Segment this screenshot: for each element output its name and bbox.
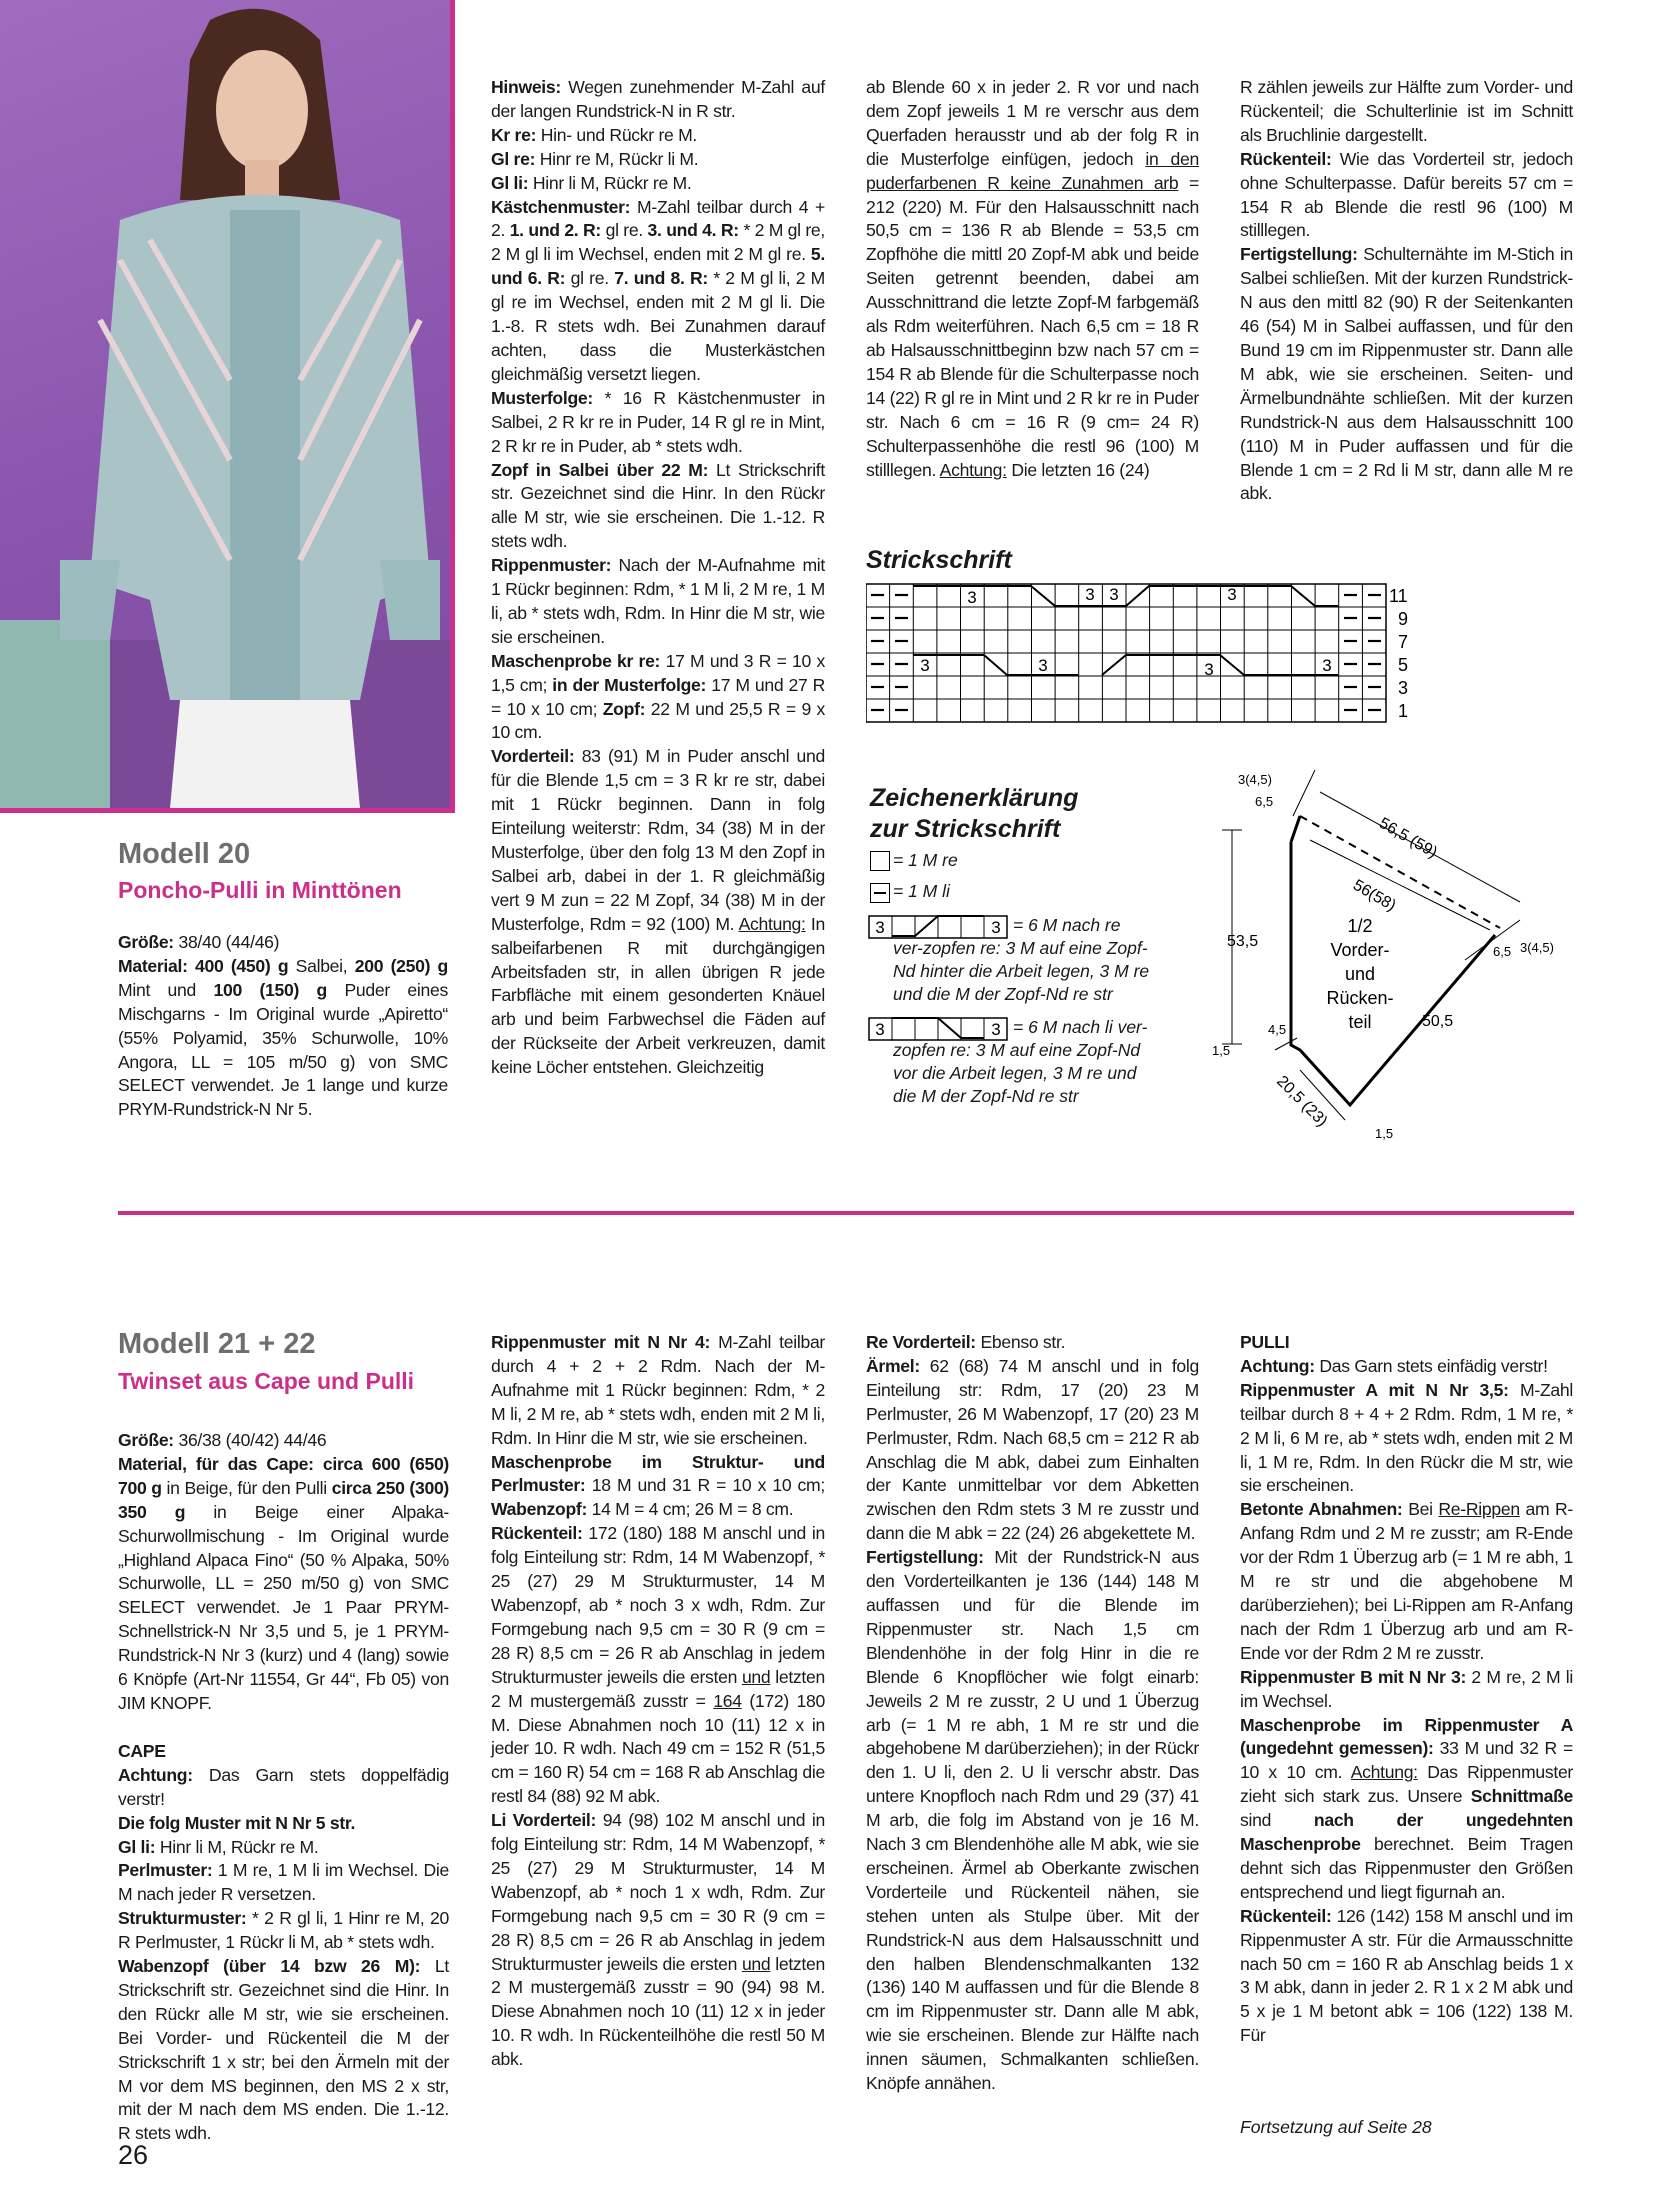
- material-color-1: Salbei,: [288, 955, 355, 976]
- legend-l3c: Nd hinter die Arbeit legen, 3 M re: [893, 961, 1150, 981]
- material21-1: in Beige, für den Pulli: [161, 1477, 332, 1498]
- vorder-label: Vorderteil:: [491, 746, 575, 767]
- material-color-2: Mint und: [118, 979, 214, 1000]
- column-2: [491, 76, 825, 1080]
- mp6-label: Maschenprobe im Struktur- und Perlmuster:: [491, 1451, 825, 1496]
- col3-t4: Achtung:: [939, 459, 1007, 480]
- dim-label: 56,5 (59): [1376, 814, 1440, 862]
- cape-glli: Hinr li M, Rückr re M.: [155, 1836, 319, 1857]
- kaest-9: * 2 M gl li, 2 M gl re im Wechsel, enden mit 2 M gl li. Die 1.-8. R stets wdh. Bei Zunahmen darauf achten, dass die Musterkästchen gleichmäßig versetzt liegen.: [491, 268, 825, 384]
- zopf-text: Lt Strickschrift str. Gezeichnet sind die Hinr. In den Rückr alle M str, wie sie erscheinen. Die 1.-12. R stets wdh.: [491, 459, 825, 552]
- ba-1: Bei: [1402, 1499, 1439, 1520]
- fertig-text: Schulternähte im M-Stich in Salbei schließen. Mit der kurzen Rundstrick-N aus den mittl 82 (90) R der Seitenkanten 46 (54) M in Salbei auffassen, und für den Bund 19 cm im Rippenmuster str. Dann alle M abk, wie sie erscheinen. Seiten- und Ärmelbundnähte schließen. Mit der kurzen Rundstrick-N aus dem Halsausschnitt 100 (110) M in Puder auffassen und für die Blende 1 cm = 2 Rd li M str, dann alle M re abk.: [1240, 244, 1573, 504]
- cape-heading: CAPE: [118, 1740, 166, 1761]
- column-7: [866, 1331, 1199, 2096]
- fertig-label: Fertigstellung:: [1240, 244, 1358, 265]
- rippen-text: Nach der M-Aufnahme mit 1 Rückr beginnen: Rdm, * 1 M li, 2 M re, 1 M li, ab * stets wdh, Rdm. In Hinr die M str, wie sie erscheinen.: [491, 555, 825, 647]
- col3-t2: in den puderfarbenen R keine Zunahmen arb: [866, 148, 1199, 193]
- ba-label: Betonte Abnahmen:: [1240, 1499, 1403, 1520]
- rip-text: M-Zahl teilbar durch 4 + 2 + 2 Rdm. Nach der M-Aufnahme mit 1 Rückr beginnen: Rdm, * 2 M li, 2 M re, ab * stets wdh, enden mit 2 M li, Rdm. In Hinr die M str, wie sie erscheinen.: [491, 1332, 825, 1448]
- mp8-7: berechnet. Beim Tragen dehnt sich das Rippenmuster den Größen entsprechend und liegt figurnah an.: [1240, 1834, 1573, 1902]
- legend-cable-left: [1013, 1016, 1147, 1039]
- probe-2: in der Musterfolge:: [552, 674, 707, 695]
- legend-num: 3: [991, 918, 1001, 937]
- vorder-2: Achtung:: [738, 913, 806, 934]
- dim-label: und: [1344, 964, 1376, 984]
- strickschrift-title: Strickschrift: [866, 546, 1012, 574]
- col3-t5: Die letzten 16 (24): [1006, 459, 1150, 480]
- ba-2: Re-Rippen: [1438, 1499, 1520, 1520]
- legend-cable-right: [1013, 914, 1121, 937]
- row-label: 9: [1398, 609, 1409, 629]
- kaest-7: gl re.: [565, 268, 615, 289]
- legend-knit: = 1 M re: [893, 850, 958, 870]
- struk-label: Strukturmuster:: [118, 1908, 247, 1929]
- cape-glli-label: Gl li:: [118, 1836, 156, 1857]
- probe-1: 17 M und 3 R = 10 x 1,5 cm;: [491, 650, 825, 695]
- mp8-1: 33 M und 32 R = 10 x 10 cm.: [1240, 1738, 1573, 1783]
- column-5: [118, 1429, 449, 2146]
- dim-label: 6,5: [1255, 794, 1274, 809]
- column-4: [1240, 76, 1573, 506]
- kaest-1: M-Zahl teilbar durch 4 + 2.: [491, 196, 825, 241]
- zopf-label: Zopf in Salbei über 22 M:: [491, 459, 709, 480]
- col3-t3: = 212 (220) M. Für den Halsausschnitt nach 50,5 cm = 136 R ab Blende = 53,5 cm Zopfhöhe die mittl 20 Zopf-M abk und beide Seiten getrennt beenden, dabei am Ausschnittrand die letzte Zopf-M farbgemäß als Rdm weiterführen. Nach 6,5 cm = 18 R ab Halsausschnittbeginn bzw nach 57 cm = 154 R ab Blende für die Schulterpasse noch 14 (22) R gl re in Mint und 2 R kr re in Puder str. Nach 6 cm = 16 R (9 cm= 24 R) Schulterpassenhöhe die restl 96 (100) M stilllegen.: [866, 172, 1199, 480]
- vorder-1: 83 (91) M in Puder anschl und für die Blende 1,5 cm = 3 R kr re str, dabei mit 1 Rückr beginnen. Dann in folg Einteilung weiterstr: Rdm, 34 (38) M in der Musterfolge, über den folg 13 M den Zopf in Salbei arb, dabei in der 1. R gleichmäßig vert 9 M zun = 22 M Zopf, 34 (38) M in der Musterfolge, Rdm = 92 (100) M.: [491, 746, 825, 934]
- legend-num: 3: [875, 1020, 885, 1039]
- mp6-2: Wabenzopf:: [491, 1499, 588, 1520]
- wab-text: Lt Strickschrift str. Gezeichnet sind die Hinr. In den Rückr alle M str, wie sie erscheinen. Bei Vorder- und Rückenteil die M der Strickschrift 1 x str; bei den Ärmeln mit der M vor dem MS beginnen, den MS 2 x str, mit der M nach dem MS enden. Die 1.-12. R stets wdh.: [118, 1956, 449, 2144]
- legend-l4c: vor die Arbeit legen, 3 M re und: [893, 1063, 1137, 1083]
- probe-5: 22 M und 25,5 R = 9 x 10 cm.: [491, 698, 825, 743]
- rv-label: Re Vorderteil:: [866, 1332, 976, 1352]
- modell20-info: [118, 931, 448, 1122]
- rip-label: Rippenmuster mit N Nr 4:: [491, 1332, 711, 1352]
- ra-text: M-Zahl teilbar durch 8 + 4 + 2 Rdm. Rdm, 1 M re, * 2 M li, 6 M re, ab * stets wdh, enden mit 2 M li, 1 M re, Rdm. In den Rückr die M str, wie sie erscheinen.: [1240, 1379, 1573, 1496]
- model-photo: [0, 0, 455, 813]
- mp8-3: Das Rippenmuster zieht sich stark zus. Unsere: [1240, 1762, 1573, 1807]
- strickschrift-chart: [866, 578, 1426, 730]
- column-6: [491, 1331, 825, 2072]
- dim-label: 3(4,5): [1238, 772, 1272, 787]
- rb-label: Rippenmuster B mit N Nr 3:: [1240, 1666, 1467, 1687]
- krre-text: Hin- und Rückr re M.: [536, 124, 698, 145]
- probe-3: 17 M und 27 R = 10 x 10 cm;: [491, 674, 825, 719]
- kaest-4: 3. und 4. R:: [647, 220, 739, 241]
- rt6-3: letzten 2 M mustergemäß zusstr =: [491, 1666, 825, 1711]
- legend-cable-left-symbol: [868, 1012, 1008, 1042]
- material21-2: circa 250 (300) 350 g: [118, 1477, 449, 1522]
- pulli-achtung-label: Achtung:: [1240, 1355, 1315, 1376]
- vorder-3: In salbeifarbenen R mit durchgängigen Arbeitsfaden str, in allen übrigen R jede Farbfläche mit einem gesonderten Knäuel arb und beim Farbwechsel die Fäden auf der Rückseite der Arbeit verkreuzen, damit keine Löcher entstehen. Gleichzeitig: [491, 913, 825, 1078]
- legend-title-2: zur Strickschrift: [870, 815, 1061, 843]
- pulli-achtung: Das Garn stets einfädig verstr!: [1314, 1355, 1548, 1376]
- rt6-1: 172 (180) 188 M anschl und in folg Einteilung str: Rdm, 14 M Wabenzopf, * 25 (27) 29 M Strukturmuster, 14 M Wabenzopf, ab * noch 3 x wdh, Rdm. Zur Formgebung nach 9,5 cm = 30 R (9 cm = 28 R) 8,5 cm = 26 R ab Anschlag in jedem Strukturmuster jeweils die ersten: [491, 1523, 825, 1687]
- hinweis-text: Wegen zunehmender M-Zahl auf der langen Rundstrick-N in R str.: [491, 77, 825, 121]
- legend-title-1: Zeichenerklärung: [870, 784, 1079, 812]
- modell20-subtitle: Poncho-Pulli in Minttönen: [118, 877, 402, 903]
- perl-label: Perlmuster:: [118, 1860, 213, 1881]
- rueckenteil-text: Wie das Vorderteil str, jedoch ohne Schulterpasse. Dafür bereits 57 cm = 154 R ab Blende die restl 96 (100) M stilllegen.: [1240, 148, 1573, 241]
- material-amount: 400 (450) g: [187, 955, 289, 976]
- legend-cable-left-desc: [893, 1039, 1140, 1108]
- cape-achtung-label: Achtung:: [118, 1764, 193, 1785]
- rippen-label: Rippenmuster:: [491, 555, 612, 576]
- cable-label: 3: [1227, 585, 1237, 604]
- rb-text: 2 M re, 2 M li im Wechsel.: [1240, 1666, 1573, 1711]
- lv-2: und: [741, 1953, 771, 1974]
- page-number: 26: [118, 2140, 149, 2170]
- section-divider: [118, 1211, 1574, 1215]
- cable-label: 3: [1322, 656, 1332, 675]
- cable-label: 3: [1204, 660, 1214, 679]
- legend-purl: = 1 M li: [893, 881, 950, 901]
- aermel-text: 62 (68) 74 M anschl und in folg Einteilung str: Rdm, 17 (20) 23 M Perlmuster, 26 M Wabenzopf, 17 (20) 23 M Perlmuster, Rdm. Nach 68,5 cm = 212 R ab Anschlag die M abk, dabei zum Einhalten der Kante unmittelbar vor dem Abketten zwischen den Rdm stets 3 M re zusstr und dann die M abk = 22 (24) 26 abgekettete M.: [866, 1355, 1199, 1544]
- dim-label: 3(4,5): [1520, 940, 1554, 955]
- dim-label: 53,5: [1227, 933, 1259, 950]
- struk-text: * 2 R gl li, 1 Hinr re M, 20 R Perlmuster, 1 Rückr li M, ab * stets wdh.: [118, 1908, 449, 1953]
- rt6-label: Rückenteil:: [491, 1523, 583, 1544]
- dim-label: 6,5: [1493, 944, 1512, 959]
- groesse-value: 38/40 (44/46): [173, 932, 280, 952]
- cable-label: 3: [1085, 585, 1095, 604]
- cable-label: 3: [1038, 656, 1048, 675]
- mp8-2: Achtung:: [1350, 1762, 1418, 1783]
- folge-label: Musterfolge:: [491, 387, 593, 408]
- kaest-2: 1. und 2. R:: [509, 220, 601, 241]
- mp8-6: nach der ungedehnten Maschenprobe: [1240, 1810, 1573, 1855]
- probe-4: Zopf:: [602, 698, 646, 719]
- legend-l4a: = 6 M nach li ver-: [1013, 1017, 1148, 1037]
- groesse-label: Größe:: [118, 932, 174, 952]
- material-desc: Puder eines Mischgarns - Im Original wurde „Apiretto“ (55% Polyamid, 35% Schurwolle, 10% Angora, LL = 105 m/50 g) von SMC SELECT verwendet. Je 1 lange und kurze PRYM-Rundstrick-N Nr 5.: [118, 979, 448, 1120]
- lv-label: Li Vorderteil:: [491, 1810, 597, 1831]
- lv-1: 94 (98) 102 M anschl und in folg Einteilung str: Rdm, 14 M Wabenzopf, * 25 (27) 29 M Strukturmuster, 14 M Wabenzopf, ab * noch 1 x wdh, Rdm. Zur Formgebung nach 9,5 cm = 30 R (9 cm = 28 R) 8,5 cm = 26 R ab Anschlag in jedem Strukturmuster jeweils die ersten: [491, 1810, 825, 1974]
- modell21-title: Modell 21 + 22: [118, 1328, 316, 1360]
- dim-label: 1/2: [1347, 916, 1373, 936]
- fs7-label: Fertigstellung:: [866, 1547, 984, 1568]
- material-amount-3: 100 (150) g: [213, 979, 327, 1000]
- column-3: [866, 76, 1199, 482]
- dim-label: Vorder-: [1330, 940, 1390, 960]
- row-label: 5: [1398, 655, 1409, 675]
- schematic-labels: [1212, 772, 1554, 1141]
- fs7-text: Mit der Rundstrick-N aus den Vorderteilkanten je 136 (144) 148 M auffassen und für die Blende im Rippenmuster str. Nach 1,5 cm Blendenhöhe in der folg Hinr in die re Blende 6 Knopflöcher wie folgt einarb: Jeweils 2 M re zusstr, 2 U und 1 Überzug arb (= 1 M re abh, 1 M re str und die abgehobene M darüberziehen); in der Rückr den 1. U li, den 2. U li verschr abstr. Das untere Knopfloch nach Rdm und 29 (37) 41 M arb, die folg im Abstand von je 16 M. Nach 3 cm Blendenhöhe alle M abk, wie sie erscheinen. Ärmel ab Oberkante zwischen Vorderteile und Rückenteil nähen, sie stehen unten als Stulpe über. Mit der Rundstrick-N aus dem Halsausschnitt und den halben Blendenschmalkanten 132 (136) 140 M auffassen und für die Blende 8 cm im Rippenmuster str. Dann alle M abk, wie sie erscheinen. Blende zur Hälfte nach innen säumen, Schmalkanten schließen. Knöpfe annähen.: [866, 1547, 1199, 2094]
- sweater-model-illustration: [0, 0, 450, 808]
- glli-label: Gl li:: [491, 172, 529, 193]
- wab-label: Wabenzopf (über 14 bzw 26 M):: [118, 1956, 421, 1977]
- modell20-title: Modell 20: [118, 838, 251, 870]
- kaest-6: 5. und 6. R:: [491, 244, 825, 289]
- legend-cable-right-symbol: [868, 910, 1008, 940]
- col4-t1: R zählen jeweils zur Hälfte zum Vorder- und Rückenteil; die Schulterlinie ist im Schnitt als Bruchlinie dargestellt.: [1240, 77, 1573, 145]
- legend-cable-right-desc: [893, 937, 1149, 1006]
- legend-l4d: die M der Zopf-Nd re str: [893, 1086, 1079, 1106]
- hinweis-label: Hinweis:: [491, 77, 561, 97]
- col3-t1: ab Blende 60 x in jeder 2. R vor und nach dem Zopf jeweils 1 M re verschr aus dem Querfaden herausstr und ab der folg R in die Musterfolge einfügen, jedoch: [866, 77, 1199, 169]
- kaest-3: gl re.: [600, 220, 648, 241]
- rv-text: Ebenso str.: [975, 1332, 1066, 1352]
- aermel-label: Ärmel:: [866, 1355, 920, 1376]
- mp6-1: 18 M und 31 R = 10 x 10 cm;: [585, 1475, 825, 1496]
- mp8-4: Schnittmaße: [1470, 1786, 1573, 1807]
- mp8-label: Maschenprobe im Rippenmuster A (ungedehnt gemessen):: [1240, 1714, 1573, 1759]
- rt6-5: (172) 180 M. Diese Abnahmen noch 10 (11) 12 x in jeder 10. R wdh. Nach 49 cm = 152 R (51,5 cm = 160 R) 54 cm = 168 R ab Anschlag die restl 84 (88) 92 M abk.: [491, 1690, 825, 1807]
- kaest-5: * 2 M gl re, 2 M gl li im Wechsel, enden mit 2 M gl re.: [491, 220, 826, 265]
- legend-knit-box: [870, 851, 890, 871]
- glre-label: Gl re:: [491, 148, 536, 169]
- folge-text: * 16 R Kästchenmuster in Salbei, 2 R kr re in Puder, 14 R gl re in Mint, 2 R kr re in Puder, ab * stets wdh.: [491, 387, 825, 456]
- rt6-4: 164: [713, 1690, 742, 1711]
- pulli-heading: PULLI: [1240, 1332, 1290, 1352]
- legend-l3b: ver-zopfen re: 3 M auf eine Zopf-: [893, 938, 1148, 958]
- column-8: [1240, 1331, 1573, 2048]
- row-label: 11: [1389, 586, 1408, 606]
- row-label: 1: [1398, 701, 1409, 721]
- legend-l3d: und die M der Zopf-Nd re str: [893, 984, 1113, 1004]
- groesse21-label: Größe:: [118, 1430, 174, 1450]
- dim-label: Rücken-: [1326, 988, 1394, 1008]
- dim-label: 20,5 (23): [1273, 1072, 1331, 1131]
- glre-text: Hinr re M, Rückr li M.: [535, 148, 699, 169]
- lv-3: letzten 2 M mustergemäß zusstr = 90 (94) 98 M. Diese Abnahmen noch 10 (11) 12 x in jeder 10. R wdh. In Rückenteilhöhe die restl 50 M abk.: [491, 1953, 825, 2070]
- schnitt-schematic: [1200, 760, 1620, 1160]
- cape-achtung: Das Garn stets doppelfädig verstr!: [118, 1764, 449, 1809]
- rt8-text: 126 (142) 158 M anschl und im Rippenmuster A str. Für die Armausschnitte nach 50 cm = 160 R ab Anschlag beids 1 x 3 M abk, dann in jeder 2. R 1 x 2 M abk und 5 x je 1 M betont abk = 106 (122) 138 M. Für: [1240, 1905, 1573, 2046]
- material21-label: Material, für das Cape: circa 600 (650) 700 g: [118, 1453, 449, 1498]
- fortsetzung: Fortsetzung auf Seite 28: [1240, 2117, 1432, 2137]
- ra-label: Rippenmuster A mit N Nr 3,5:: [1240, 1379, 1509, 1400]
- dim-label: 4,5: [1268, 1022, 1287, 1037]
- probe-label: Maschenprobe kr re:: [491, 650, 661, 671]
- material-label: Material:: [118, 955, 188, 976]
- modell21-subtitle: Twinset aus Cape und Pulli: [118, 1368, 415, 1394]
- legend-l3a: = 6 M nach re: [1013, 915, 1121, 935]
- ba-3: am R-Anfang Rdm und 2 M re zusstr; am R-Ende vor der Rdm 1 Überzug arb (= 1 M re abh, 1 M re str und die abgehobene M darüberziehen); bei Li-Rippen am R-Anfang nach der Rdm 1 Überzug arb und am R-Ende vor der Rdm 2 M re zusstr.: [1240, 1499, 1573, 1663]
- cable-label: 3: [920, 656, 930, 675]
- kaest-8: 7. und 8. R:: [614, 268, 708, 289]
- row-label: 7: [1398, 632, 1409, 652]
- mp8-5: sind: [1240, 1810, 1314, 1831]
- groesse21-value: 36/38 (40/42) 44/46: [173, 1430, 327, 1450]
- cable-label: 3: [1109, 585, 1119, 604]
- schematic-outline: [1291, 816, 1495, 1105]
- legend-num: 3: [991, 1020, 1001, 1039]
- cape-folg: Die folg Muster mit N Nr 5 str.: [118, 1812, 356, 1833]
- row-label: 3: [1398, 678, 1409, 698]
- cable-label: 3: [967, 588, 977, 607]
- dim-label: 1,5: [1212, 1043, 1231, 1058]
- kaest-label: Kästchenmuster:: [491, 196, 631, 217]
- legend-l4b: zopfen re: 3 M auf eine Zopf-Nd: [893, 1040, 1141, 1060]
- legend-purl-box: [870, 883, 890, 903]
- material-amount-2: 200 (250) g: [354, 955, 448, 976]
- dim-label: 1,5: [1375, 1126, 1394, 1141]
- rt6-2: und: [741, 1666, 771, 1687]
- dim-label: teil: [1348, 1012, 1372, 1032]
- material21-3: in Beige einer Alpaka-Schurwollmischung - Im Original wurde „Highland Alpaca Fino“ (50 % Alpaka, 50% Schurwolle, LL = 250 m/50 g) von SMC SELECT verwendet. Je 1 Paar PRYM-Schnellstrick-N Nr 3,5 und 5, je 1 PRYM-Rundstrick-N Nr 3 (kurz) und 4 (lang) sowie 6 Knöpfe (Art-Nr 11554, Gr 44“, Fb 05) von JIM KNOPF.: [118, 1501, 449, 1713]
- krre-label: Kr re:: [491, 124, 537, 145]
- perl-text: 1 M re, 1 M li im Wechsel. Die M nach jeder R versetzen.: [118, 1860, 449, 1905]
- glli-text: Hinr li M, Rückr re M.: [528, 172, 692, 193]
- dim-label: 50,5: [1422, 1013, 1454, 1030]
- chart-row-labels: [1389, 586, 1408, 721]
- rueckenteil-label: Rückenteil:: [1240, 148, 1332, 169]
- rt8-label: Rückenteil:: [1240, 1905, 1332, 1926]
- mp6-3: 14 M = 4 cm; 26 M = 8 cm.: [587, 1499, 794, 1520]
- dim-label: 56(58): [1350, 876, 1399, 915]
- legend-num: 3: [875, 918, 885, 937]
